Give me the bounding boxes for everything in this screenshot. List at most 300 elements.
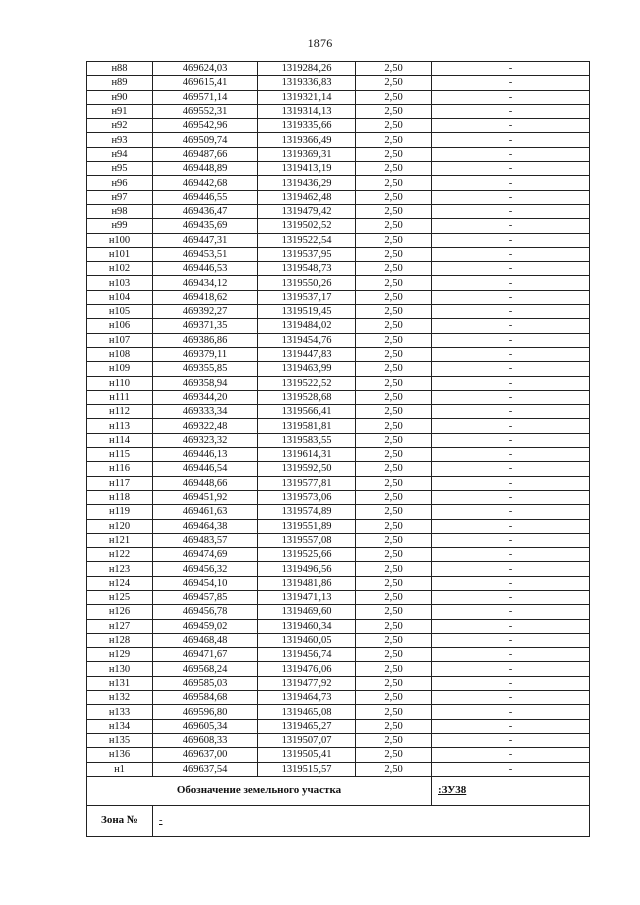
note-cell: - [432, 519, 590, 533]
table-row [87, 505, 590, 519]
note-cell: - [432, 533, 590, 547]
note-cell: - [432, 204, 590, 218]
point-cell: н1 [87, 762, 153, 776]
x-coordinate-cell: 469448,66 [153, 476, 258, 490]
note-cell: - [432, 290, 590, 304]
accuracy-cell: 2,50 [356, 204, 432, 218]
table-row [87, 276, 590, 290]
accuracy-cell: 2,50 [356, 590, 432, 604]
x-coordinate-cell: 469451,92 [153, 490, 258, 504]
point-cell: н90 [87, 90, 153, 104]
note-cell: - [432, 405, 590, 419]
note-cell: - [432, 733, 590, 747]
table-row [87, 305, 590, 319]
x-coordinate-cell: 469456,78 [153, 605, 258, 619]
y-coordinate-cell: 1319465,08 [258, 705, 356, 719]
table-row [87, 748, 590, 762]
note-cell: - [432, 448, 590, 462]
point-cell: н104 [87, 290, 153, 304]
note-cell: - [432, 748, 590, 762]
table-row [87, 519, 590, 533]
point-cell: н91 [87, 104, 153, 118]
point-cell: н114 [87, 433, 153, 447]
table-row [87, 533, 590, 547]
point-cell: н134 [87, 719, 153, 733]
y-coordinate-cell: 1319454,76 [258, 333, 356, 347]
note-cell: - [432, 548, 590, 562]
x-coordinate-cell: 469637,00 [153, 748, 258, 762]
x-coordinate-cell: 469447,31 [153, 233, 258, 247]
table-row [87, 390, 590, 404]
table-row [87, 576, 590, 590]
y-coordinate-cell: 1319471,13 [258, 590, 356, 604]
table-row [87, 204, 590, 218]
y-coordinate-cell: 1319284,26 [258, 62, 356, 76]
note-cell: - [432, 190, 590, 204]
x-coordinate-cell: 469446,53 [153, 262, 258, 276]
x-coordinate-cell: 469509,74 [153, 133, 258, 147]
accuracy-cell: 2,50 [356, 662, 432, 676]
x-coordinate-cell: 469456,32 [153, 562, 258, 576]
point-cell: н125 [87, 590, 153, 604]
y-coordinate-cell: 1319476,06 [258, 662, 356, 676]
accuracy-cell: 2,50 [356, 319, 432, 333]
x-coordinate-cell: 469483,57 [153, 533, 258, 547]
point-cell: н120 [87, 519, 153, 533]
note-cell: - [432, 219, 590, 233]
y-coordinate-cell: 1319456,74 [258, 648, 356, 662]
note-cell: - [432, 119, 590, 133]
point-cell: н109 [87, 362, 153, 376]
x-coordinate-cell: 469608,33 [153, 733, 258, 747]
accuracy-cell: 2,50 [356, 176, 432, 190]
point-cell: н129 [87, 648, 153, 662]
x-coordinate-cell: 469446,55 [153, 190, 258, 204]
table-row [87, 162, 590, 176]
x-coordinate-cell: 469379,11 [153, 347, 258, 361]
x-coordinate-cell: 469453,51 [153, 247, 258, 261]
y-coordinate-cell: 1319525,66 [258, 548, 356, 562]
y-coordinate-cell: 1319550,26 [258, 276, 356, 290]
note-cell: - [432, 433, 590, 447]
point-cell: н106 [87, 319, 153, 333]
accuracy-cell: 2,50 [356, 147, 432, 161]
point-cell: н96 [87, 176, 153, 190]
accuracy-cell: 2,50 [356, 691, 432, 705]
point-cell: н95 [87, 162, 153, 176]
note-cell: - [432, 262, 590, 276]
note-cell: - [432, 390, 590, 404]
point-cell: н113 [87, 419, 153, 433]
note-cell: - [432, 576, 590, 590]
table-row [87, 719, 590, 733]
y-coordinate-cell: 1319465,27 [258, 719, 356, 733]
table-row [87, 619, 590, 633]
y-coordinate-cell: 1319548,73 [258, 262, 356, 276]
table-row [87, 290, 590, 304]
y-coordinate-cell: 1319460,34 [258, 619, 356, 633]
point-cell: н119 [87, 505, 153, 519]
table-row [87, 476, 590, 490]
accuracy-cell: 2,50 [356, 762, 432, 776]
y-coordinate-cell: 1319614,31 [258, 448, 356, 462]
accuracy-cell: 2,50 [356, 162, 432, 176]
accuracy-cell: 2,50 [356, 448, 432, 462]
accuracy-cell: 2,50 [356, 648, 432, 662]
accuracy-cell: 2,50 [356, 76, 432, 90]
x-coordinate-cell: 469585,03 [153, 676, 258, 690]
accuracy-cell: 2,50 [356, 733, 432, 747]
accuracy-cell: 2,50 [356, 219, 432, 233]
table-row [87, 190, 590, 204]
y-coordinate-cell: 1319537,17 [258, 290, 356, 304]
y-coordinate-cell: 1319463,99 [258, 362, 356, 376]
point-cell: н88 [87, 62, 153, 76]
note-cell: - [432, 90, 590, 104]
accuracy-cell: 2,50 [356, 290, 432, 304]
page-number: 1876 [307, 36, 333, 50]
y-coordinate-cell: 1319519,45 [258, 305, 356, 319]
accuracy-cell: 2,50 [356, 262, 432, 276]
table-row [87, 362, 590, 376]
note-cell: - [432, 76, 590, 90]
accuracy-cell: 2,50 [356, 362, 432, 376]
x-coordinate-cell: 469471,67 [153, 648, 258, 662]
y-coordinate-cell: 1319502,52 [258, 219, 356, 233]
x-coordinate-cell: 469386,86 [153, 333, 258, 347]
accuracy-cell: 2,50 [356, 748, 432, 762]
note-cell: - [432, 376, 590, 390]
y-coordinate-cell: 1319573,06 [258, 490, 356, 504]
table-row [87, 590, 590, 604]
point-cell: н108 [87, 347, 153, 361]
note-cell: - [432, 247, 590, 261]
x-coordinate-cell: 469461,63 [153, 505, 258, 519]
table-row [87, 233, 590, 247]
table-row [87, 119, 590, 133]
x-coordinate-cell: 469542,96 [153, 119, 258, 133]
x-coordinate-cell: 469358,94 [153, 376, 258, 390]
point-cell: н112 [87, 405, 153, 419]
accuracy-cell: 2,50 [356, 419, 432, 433]
y-coordinate-cell: 1319436,29 [258, 176, 356, 190]
designation-label: Обозначение земельного участка [87, 776, 432, 805]
accuracy-cell: 2,50 [356, 376, 432, 390]
accuracy-cell: 2,50 [356, 390, 432, 404]
table-row [87, 562, 590, 576]
note-cell: - [432, 490, 590, 504]
accuracy-cell: 2,50 [356, 247, 432, 261]
note-cell: - [432, 333, 590, 347]
note-cell: - [432, 662, 590, 676]
table-row [87, 676, 590, 690]
accuracy-cell: 2,50 [356, 433, 432, 447]
x-coordinate-cell: 469454,10 [153, 576, 258, 590]
x-coordinate-cell: 469371,35 [153, 319, 258, 333]
note-cell: - [432, 705, 590, 719]
x-coordinate-cell: 469322,48 [153, 419, 258, 433]
y-coordinate-cell: 1319581,81 [258, 419, 356, 433]
table-row [87, 405, 590, 419]
table-row [87, 548, 590, 562]
accuracy-cell: 2,50 [356, 333, 432, 347]
note-cell: - [432, 719, 590, 733]
y-coordinate-cell: 1319505,41 [258, 748, 356, 762]
table-row [87, 76, 590, 90]
x-coordinate-cell: 469459,02 [153, 619, 258, 633]
note-cell: - [432, 605, 590, 619]
note-cell: - [432, 590, 590, 604]
y-coordinate-cell: 1319566,41 [258, 405, 356, 419]
x-coordinate-cell: 469596,80 [153, 705, 258, 719]
accuracy-cell: 2,50 [356, 705, 432, 719]
point-cell: н110 [87, 376, 153, 390]
note-cell: - [432, 162, 590, 176]
note-cell: - [432, 305, 590, 319]
point-cell: н115 [87, 448, 153, 462]
table-row [87, 333, 590, 347]
x-coordinate-cell: 469434,12 [153, 276, 258, 290]
x-coordinate-cell: 469568,24 [153, 662, 258, 676]
point-cell: н102 [87, 262, 153, 276]
table-row [87, 733, 590, 747]
y-coordinate-cell: 1319462,48 [258, 190, 356, 204]
point-cell: н107 [87, 333, 153, 347]
y-coordinate-cell: 1319469,60 [258, 605, 356, 619]
note-cell: - [432, 505, 590, 519]
x-coordinate-cell: 469418,62 [153, 290, 258, 304]
note-cell: - [432, 619, 590, 633]
note-cell: - [432, 276, 590, 290]
x-coordinate-cell: 469435,69 [153, 219, 258, 233]
y-coordinate-cell: 1319515,57 [258, 762, 356, 776]
point-cell: н131 [87, 676, 153, 690]
table-row [87, 648, 590, 662]
note-cell: - [432, 233, 590, 247]
y-coordinate-cell: 1319522,52 [258, 376, 356, 390]
x-coordinate-cell: 469615,41 [153, 76, 258, 90]
table-row [87, 104, 590, 118]
table-row [87, 90, 590, 104]
y-coordinate-cell: 1319479,42 [258, 204, 356, 218]
x-coordinate-cell: 469344,20 [153, 390, 258, 404]
point-cell: н124 [87, 576, 153, 590]
accuracy-cell: 2,50 [356, 133, 432, 147]
table-row [87, 247, 590, 261]
note-cell: - [432, 176, 590, 190]
accuracy-cell: 2,50 [356, 719, 432, 733]
point-cell: н94 [87, 147, 153, 161]
y-coordinate-cell: 1319484,02 [258, 319, 356, 333]
y-coordinate-cell: 1319336,83 [258, 76, 356, 90]
y-coordinate-cell: 1319583,55 [258, 433, 356, 447]
note-cell: - [432, 362, 590, 376]
point-cell: н97 [87, 190, 153, 204]
table-row [87, 433, 590, 447]
x-coordinate-cell: 469446,13 [153, 448, 258, 462]
table-row [87, 462, 590, 476]
note-cell: - [432, 476, 590, 490]
point-cell: н105 [87, 305, 153, 319]
y-coordinate-cell: 1319592,50 [258, 462, 356, 476]
accuracy-cell: 2,50 [356, 90, 432, 104]
y-coordinate-cell: 1319577,81 [258, 476, 356, 490]
accuracy-cell: 2,50 [356, 462, 432, 476]
accuracy-cell: 2,50 [356, 490, 432, 504]
table-row [87, 147, 590, 161]
accuracy-cell: 2,50 [356, 562, 432, 576]
point-cell: н126 [87, 605, 153, 619]
point-cell: н127 [87, 619, 153, 633]
accuracy-cell: 2,50 [356, 548, 432, 562]
x-coordinate-cell: 469552,31 [153, 104, 258, 118]
y-coordinate-cell: 1319314,13 [258, 104, 356, 118]
y-coordinate-cell: 1319369,31 [258, 147, 356, 161]
accuracy-cell: 2,50 [356, 104, 432, 118]
table-row [87, 633, 590, 647]
table-row [87, 490, 590, 504]
y-coordinate-cell: 1319447,83 [258, 347, 356, 361]
point-cell: н130 [87, 662, 153, 676]
point-cell: н116 [87, 462, 153, 476]
accuracy-cell: 2,50 [356, 605, 432, 619]
note-cell: - [432, 62, 590, 76]
point-cell: н101 [87, 247, 153, 261]
x-coordinate-cell: 469605,34 [153, 719, 258, 733]
x-coordinate-cell: 469584,68 [153, 691, 258, 705]
table-row [87, 376, 590, 390]
y-coordinate-cell: 1319366,49 [258, 133, 356, 147]
y-coordinate-cell: 1319464,73 [258, 691, 356, 705]
table-row [87, 705, 590, 719]
note-cell: - [432, 633, 590, 647]
x-coordinate-cell: 469464,38 [153, 519, 258, 533]
table-row [87, 319, 590, 333]
table-row [87, 176, 590, 190]
accuracy-cell: 2,50 [356, 405, 432, 419]
accuracy-cell: 2,50 [356, 347, 432, 361]
note-cell: - [432, 462, 590, 476]
point-cell: н136 [87, 748, 153, 762]
note-cell: - [432, 347, 590, 361]
accuracy-cell: 2,50 [356, 633, 432, 647]
table-row [87, 419, 590, 433]
point-cell: н123 [87, 562, 153, 576]
coordinates-table-body [87, 62, 590, 777]
y-coordinate-cell: 1319413,19 [258, 162, 356, 176]
table-row [87, 605, 590, 619]
y-coordinate-cell: 1319481,86 [258, 576, 356, 590]
point-cell: н117 [87, 476, 153, 490]
note-cell: - [432, 562, 590, 576]
point-cell: н121 [87, 533, 153, 547]
zone-value: - [153, 805, 590, 836]
point-cell: н100 [87, 233, 153, 247]
y-coordinate-cell: 1319522,54 [258, 233, 356, 247]
point-cell: н98 [87, 204, 153, 218]
table-row [87, 347, 590, 361]
y-coordinate-cell: 1319507,07 [258, 733, 356, 747]
x-coordinate-cell: 469442,68 [153, 176, 258, 190]
accuracy-cell: 2,50 [356, 305, 432, 319]
y-coordinate-cell: 1319460,05 [258, 633, 356, 647]
point-cell: н93 [87, 133, 153, 147]
accuracy-cell: 2,50 [356, 505, 432, 519]
accuracy-cell: 2,50 [356, 276, 432, 290]
note-cell: - [432, 104, 590, 118]
point-cell: н103 [87, 276, 153, 290]
point-cell: н135 [87, 733, 153, 747]
x-coordinate-cell: 469392,27 [153, 305, 258, 319]
x-coordinate-cell: 469333,34 [153, 405, 258, 419]
table-row [87, 662, 590, 676]
point-cell: н118 [87, 490, 153, 504]
y-coordinate-cell: 1319551,89 [258, 519, 356, 533]
x-coordinate-cell: 469637,54 [153, 762, 258, 776]
x-coordinate-cell: 469436,47 [153, 204, 258, 218]
table-row [87, 133, 590, 147]
point-cell: н128 [87, 633, 153, 647]
accuracy-cell: 2,50 [356, 676, 432, 690]
point-cell: н92 [87, 119, 153, 133]
point-cell: н132 [87, 691, 153, 705]
note-cell: - [432, 762, 590, 776]
x-coordinate-cell: 469323,32 [153, 433, 258, 447]
note-cell: - [432, 419, 590, 433]
point-cell: н122 [87, 548, 153, 562]
accuracy-cell: 2,50 [356, 233, 432, 247]
x-coordinate-cell: 469474,69 [153, 548, 258, 562]
y-coordinate-cell: 1319321,14 [258, 90, 356, 104]
accuracy-cell: 2,50 [356, 62, 432, 76]
table-row [87, 762, 590, 776]
x-coordinate-cell: 469446,54 [153, 462, 258, 476]
note-cell: - [432, 648, 590, 662]
designation-value: :ЗУ38 [432, 776, 590, 805]
table-row [87, 219, 590, 233]
accuracy-cell: 2,50 [356, 533, 432, 547]
table-row [87, 62, 590, 76]
zone-row [87, 805, 590, 836]
y-coordinate-cell: 1319537,95 [258, 247, 356, 261]
designation-row [87, 776, 590, 805]
x-coordinate-cell: 469355,85 [153, 362, 258, 376]
x-coordinate-cell: 469571,14 [153, 90, 258, 104]
point-cell: н133 [87, 705, 153, 719]
coordinates-table [86, 61, 590, 837]
x-coordinate-cell: 469468,48 [153, 633, 258, 647]
y-coordinate-cell: 1319528,68 [258, 390, 356, 404]
zone-label: Зона № [87, 805, 153, 836]
y-coordinate-cell: 1319496,56 [258, 562, 356, 576]
point-cell: н99 [87, 219, 153, 233]
accuracy-cell: 2,50 [356, 519, 432, 533]
note-cell: - [432, 133, 590, 147]
accuracy-cell: 2,50 [356, 190, 432, 204]
note-cell: - [432, 319, 590, 333]
note-cell: - [432, 147, 590, 161]
x-coordinate-cell: 469457,85 [153, 590, 258, 604]
x-coordinate-cell: 469624,03 [153, 62, 258, 76]
y-coordinate-cell: 1319477,92 [258, 676, 356, 690]
note-cell: - [432, 691, 590, 705]
y-coordinate-cell: 1319557,08 [258, 533, 356, 547]
x-coordinate-cell: 469487,66 [153, 147, 258, 161]
accuracy-cell: 2,50 [356, 476, 432, 490]
point-cell: н89 [87, 76, 153, 90]
accuracy-cell: 2,50 [356, 576, 432, 590]
table-row [87, 691, 590, 705]
